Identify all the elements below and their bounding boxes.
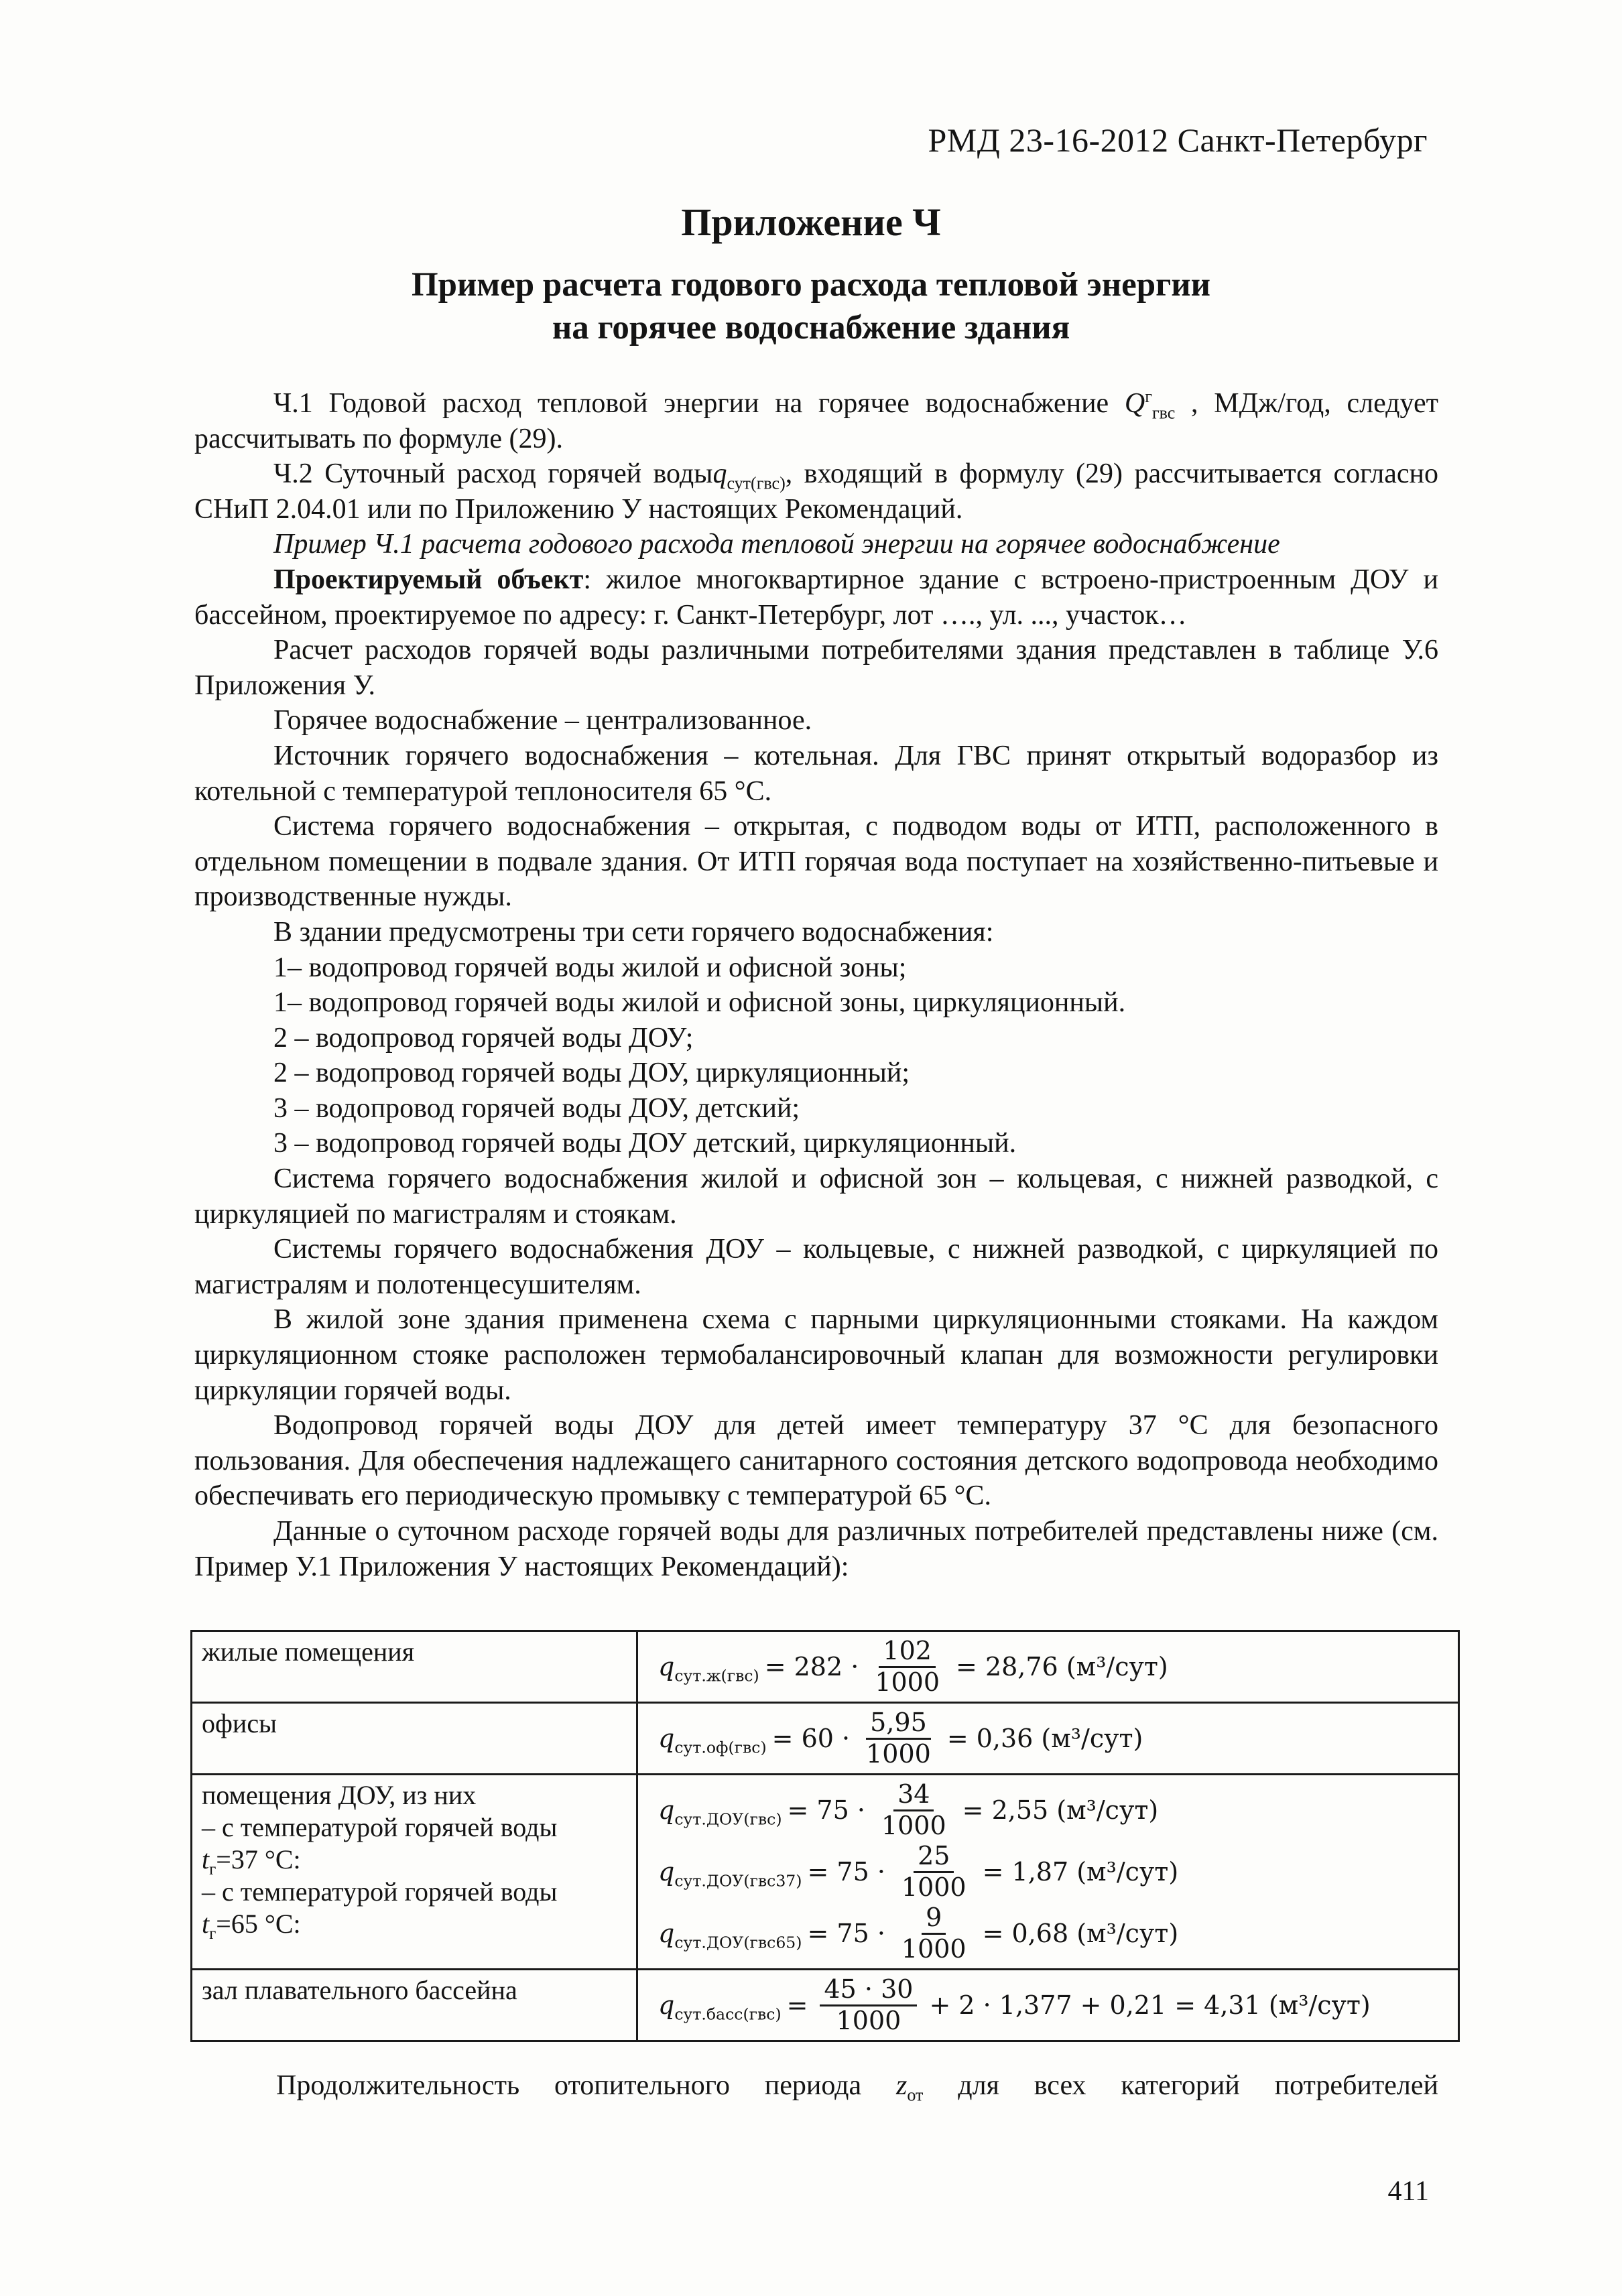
formula: $q_{сут.оф(гвс)}$ = 60 · $\frac{5,95}{1000}$ = 0,36 (м³/сут) — [658, 1707, 1143, 1769]
paragraph-ch1: Ч.1 Годовой расход тепловой энергии на горячее водоснабжение $Q^г_{гвс}$ , МДж/год, следует рассчитывать по формуле (29). — [194, 387, 1438, 454]
table-cell-formula — [637, 1703, 1459, 1775]
paragraph-temp: Водопровод горячей воды ДОУ для детей имеет температуру 37 °С для безопасного пользования. Для обеспечения надлежащего санитарного состояния детского водопровода необходимо обеспечивать его периодическую промывку с температурой 65 °С. — [194, 1410, 1438, 1512]
paragraph-object: Проектируемый объект: жилое многоквартирное здание с встроено-пристроенным ДОУ и бассейном, проектируемое по адресу: г. Санкт-Петербург, лот …., ул. ..., участок… — [194, 564, 1438, 631]
subtitle-line-2: на горячее водоснабжение здания — [552, 309, 1070, 346]
paragraph-central: Горячее водоснабжение – централизованное. — [273, 705, 812, 737]
page-number: 411 — [1387, 2176, 1429, 2207]
subtitle-line-1: Пример расчета годового расхода тепловой энергии — [411, 266, 1211, 304]
table-row — [192, 1703, 1459, 1775]
formula: $q_{сут.ж(гвс)}$ = 282 · $\frac{102}{1000}$ = 28,76 (м³/сут) — [658, 1635, 1168, 1697]
formula: $q_{сут.басс(гвс)}$ = $\frac{45 \cdot 30}{1000}$ + 2 · 1,377 + 0,21 = 4,31 (м³/сут) — [658, 1974, 1371, 2035]
paragraph-system: Система горячего водоснабжения – открытая, с подводом воды от ИТП, расположенного в отдельном помещении в подвале здания. От ИТП горячая вода поступает на хозяйственно-питьевые и производственные нужды. — [194, 811, 1438, 913]
table-row — [192, 1631, 1459, 1703]
table-row — [192, 1970, 1459, 2041]
consumption-table — [190, 1630, 1460, 2042]
list-item: 3 – водопровод горячей воды ДОУ, детский; — [273, 1092, 800, 1124]
paragraph-data: Данные о суточном расходе горячей воды для различных потребителей представлены ниже (см. Пример У.1 Приложения У настоящих Рекомендаций): — [194, 1516, 1438, 1582]
table-cell-formula — [637, 1970, 1459, 2041]
list-item: 1– водопровод горячей воды жилой и офисной зоны, циркуляционный. — [273, 987, 1126, 1019]
table-cell-label: зал плавательного бассейна — [192, 1970, 637, 2041]
list-item: 2 – водопровод горячей воды ДОУ; — [273, 1022, 694, 1054]
paragraph-calc: Расчет расходов горячей воды различными потребителями здания представлен в таблице У.6 Приложения У. — [194, 635, 1438, 701]
table-cell-label: помещения ДОУ, из них – с температурой горячей воды $t_г=37$ °С: – с температурой горячей воды $t_г=65$ °С: — [192, 1775, 637, 1970]
table-cell-label: офисы — [192, 1703, 637, 1775]
paragraph-networks: В здании предусмотрены три сети горячего водоснабжения: — [273, 916, 994, 948]
body-text — [194, 386, 1438, 1584]
paragraph-ch2: Ч.2 Суточный расход горячей водыq$_{сут(гвс)}$, входящий в формулу (29) рассчитывается согласно СНиП 2.04.01 или по Приложению У настоящих Рекомендаций. — [194, 458, 1438, 525]
paragraph-dou: Системы горячего водоснабжения ДОУ – кольцевые, с нижней разводкой, с циркуляцией по магистралям и полотенцесушителям. — [194, 1234, 1438, 1300]
document-code: РМД 23-16-2012 Санкт-Петербург — [928, 121, 1428, 159]
paragraph-ring: Система горячего водоснабжения жилой и офисной зон – кольцевая, с нижней разводкой, с циркуляцией по магистралям и стоякам. — [194, 1163, 1438, 1230]
formula: $q_{сут.ДОУ(гвс65)}$ = 75 · $\frac{9}{1000}$ = 0,68 (м³/сут) — [658, 1902, 1179, 1964]
table-cell-formula — [637, 1631, 1459, 1703]
formula: $q_{сут.ДОУ(гвс)}$ = 75 · $\frac{34}{1000}$ = 2,55 (м³/сут) — [658, 1779, 1159, 1840]
list-item: 1– водопровод горячей воды жилой и офисной зоны; — [273, 952, 907, 983]
example-title: Пример Ч.1 расчета годового расхода тепловой энергии на горячее водоснабжение — [273, 529, 1280, 560]
appendix-subtitle — [0, 263, 1622, 349]
formula: $q_{сут.ДОУ(гвс37)}$ = 75 · $\frac{25}{1000}$ = 1,87 (м³/сут) — [658, 1840, 1179, 1902]
list-item: 3 – водопровод горячей воды ДОУ детский, циркуляционный. — [273, 1128, 1017, 1159]
table-row — [192, 1775, 1459, 1970]
paragraph-source: Источник горячего водоснабжения – котельная. Для ГВС принят открытый водоразбор из котельной с температурой теплоносителя 65 °С. — [194, 740, 1438, 807]
appendix-title: Приложение Ч — [681, 200, 941, 244]
paragraph-duration: Продолжительность отопительного периода $z_{от}$ для всех категорий потребителей — [276, 2070, 1438, 2105]
table-cell-label: жилые помещения — [192, 1631, 637, 1703]
paragraph-pair: В жилой зоне здания применена схема с парными циркуляционными стояками. На каждом циркуляционном стояке расположен термобалансировочный клапан для возможности регулировки циркуляции горячей воды. — [194, 1304, 1438, 1406]
table-cell-formula — [637, 1775, 1459, 1970]
list-item: 2 – водопровод горячей воды ДОУ, циркуляционный; — [273, 1058, 910, 1089]
